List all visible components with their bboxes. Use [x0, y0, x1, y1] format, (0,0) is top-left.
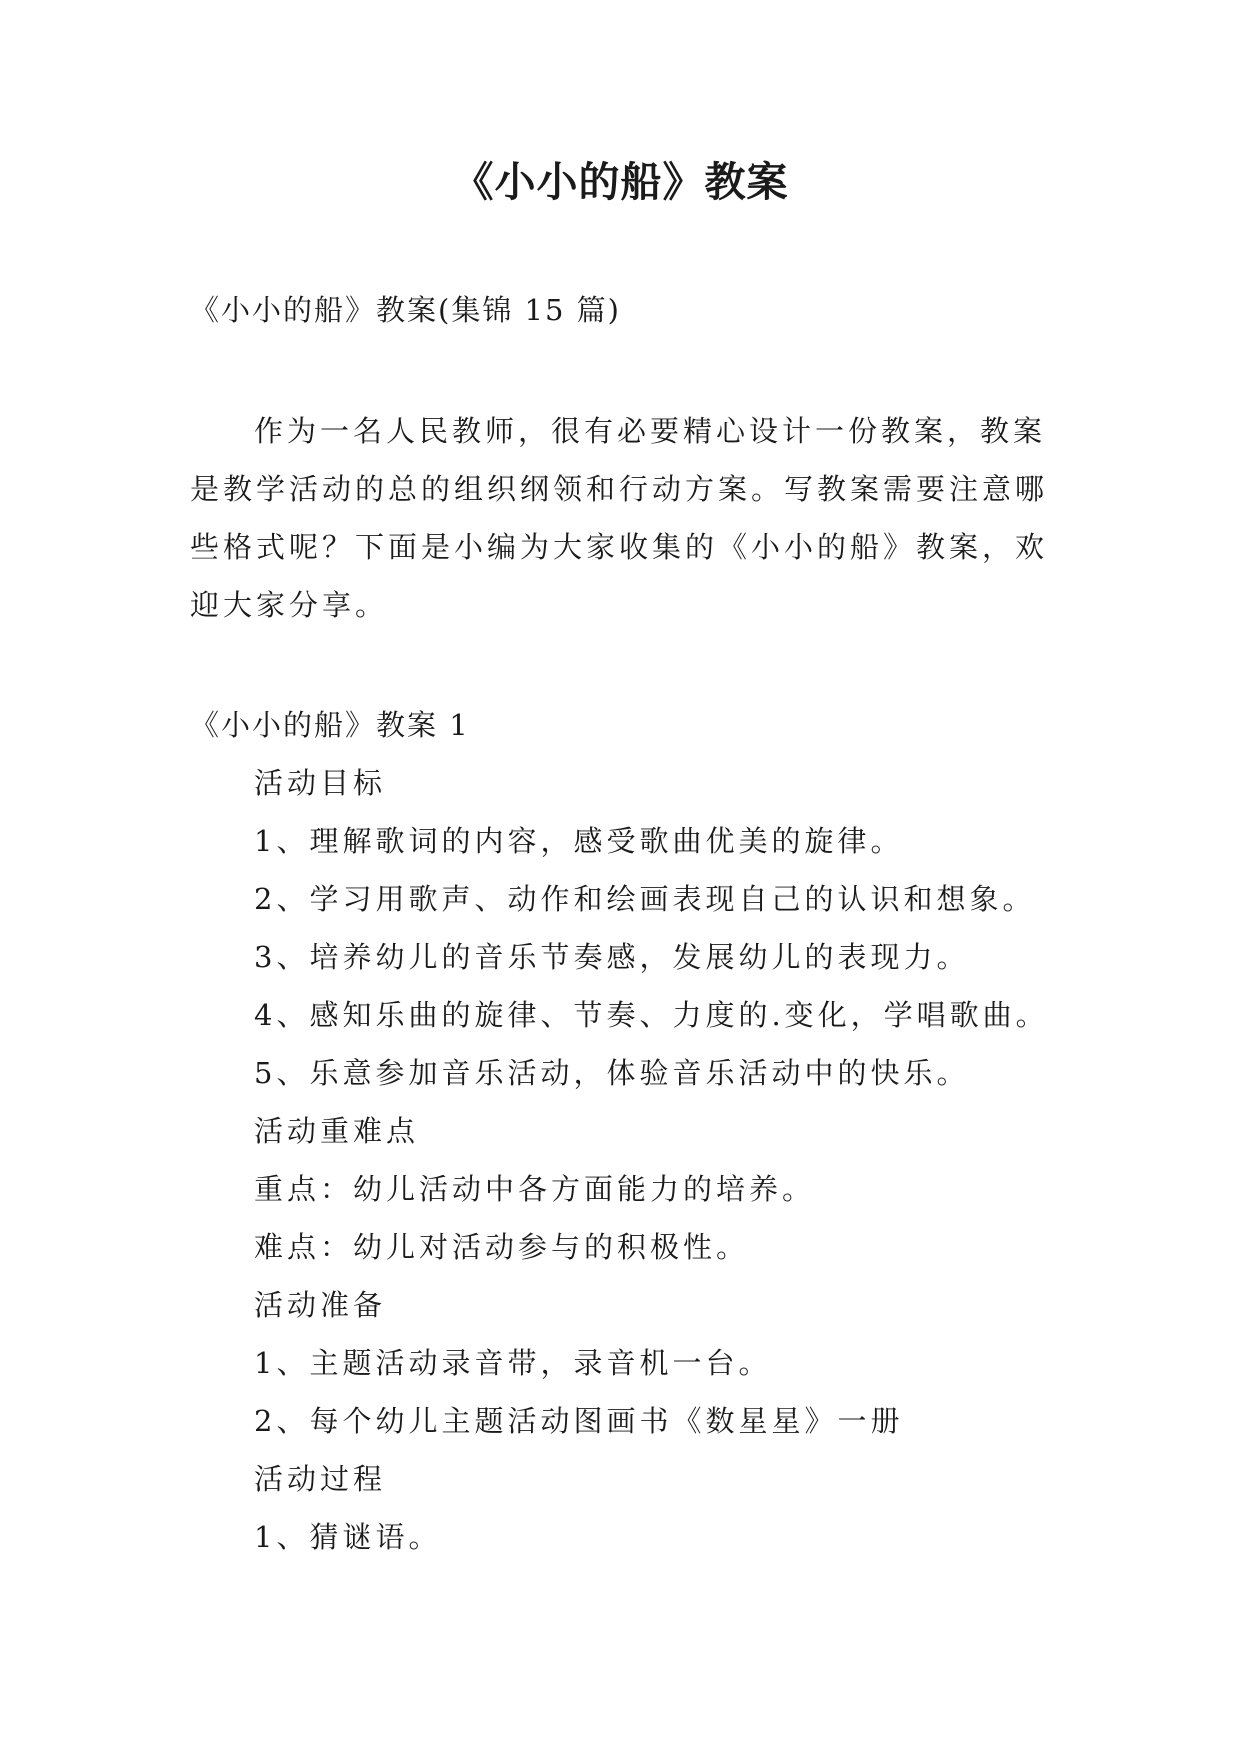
preparation-item-2: 2、每个幼儿主题活动图画书《数星星》一册 [254, 1404, 904, 1438]
preparation-item-1: 1、主题活动录音带，录音机一台。 [254, 1346, 772, 1380]
line-key-difficult-points: 活动重难点 [254, 1114, 420, 1148]
section-heading: 《小小的船》教案 1 [190, 708, 470, 742]
process-item-1: 1、猜谜语。 [254, 1520, 442, 1554]
difficult-point: 难点：幼儿对活动参与的积极性。 [254, 1230, 750, 1264]
document-title: 《小小的船》教案 [452, 158, 789, 206]
line-activity-process: 活动过程 [254, 1462, 387, 1496]
intro-paragraph-block [190, 402, 1060, 634]
lesson-plan-section [190, 696, 1090, 1566]
goal-item-5: 5、乐意参加音乐活动，体验音乐活动中的快乐。 [254, 1056, 970, 1090]
goal-item-2: 2、学习用歌声、动作和绘画表现自己的认识和想象。 [254, 882, 1036, 916]
line-activity-goals: 活动目标 [254, 766, 387, 800]
document-subtitle: 《小小的船》教案(集锦 15 篇) [190, 293, 621, 327]
goal-item-4: 4、感知乐曲的旋律、节奏、力度的.变化，学唱歌曲。 [254, 998, 1049, 1032]
intro-paragraph: 作为一名人民教师，很有必要精心设计一份教案，教案是教学活动的总的组织纲领和行动方案。写教案需要注意哪些格式呢？下面是小编为大家收集的《小小的船》教案，欢迎大家分享。 [190, 414, 1049, 622]
goal-item-1: 1、理解歌词的内容，感受歌曲优美的旋律。 [254, 824, 904, 858]
line-activity-preparation: 活动准备 [254, 1288, 387, 1322]
goal-item-3: 3、培养幼儿的音乐节奏感，发展幼儿的表现力。 [254, 940, 970, 974]
key-point: 重点：幼儿活动中各方面能力的培养。 [254, 1172, 816, 1206]
